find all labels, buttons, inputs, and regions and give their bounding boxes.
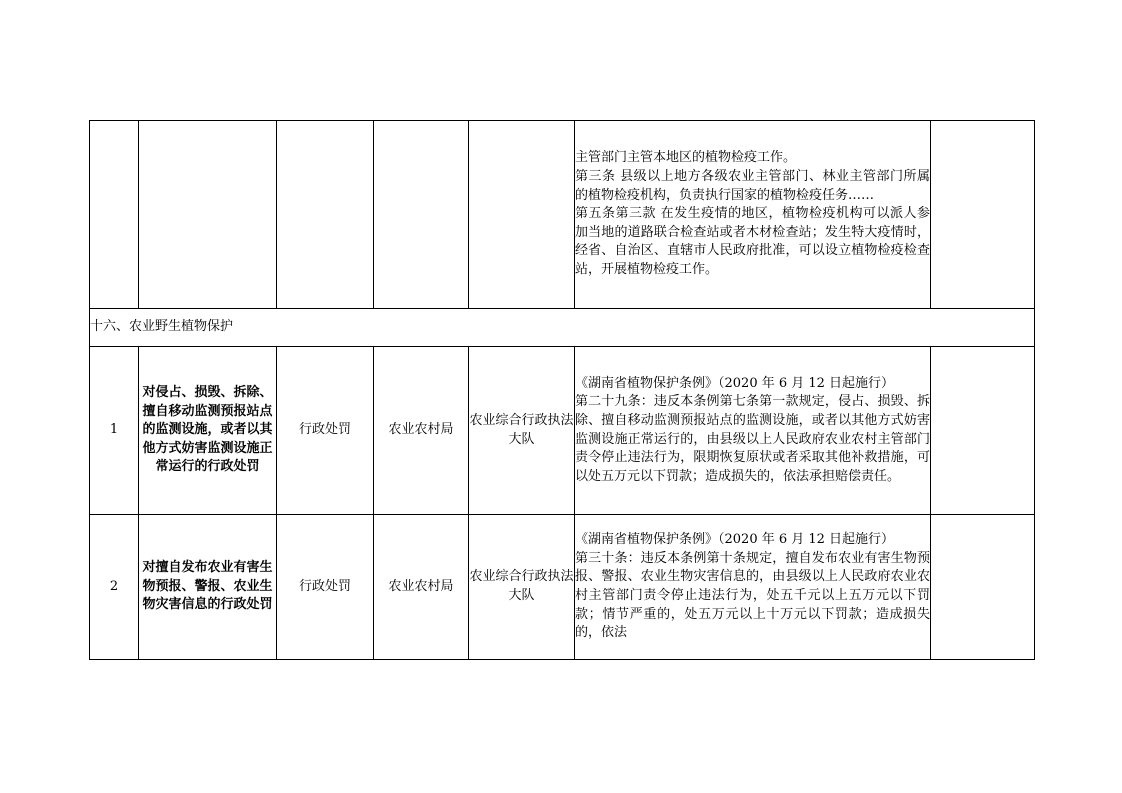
section-title: 十六、农业野生植物保护 — [90, 309, 1035, 347]
row-number: 1 — [90, 347, 139, 515]
item-enforcement-unit: 农业综合行政执法大队 — [469, 515, 575, 660]
basis-text: 第五条第三款 在发生疫情的地区，植物检疫机构可以派人参加当地的道路联合检查站或者木材检查站；发生特大疫情时，经省、自治区、直辖市人民政府批准，可以设立植物检疫检查站，开展植物检疫工作。 — [575, 206, 930, 277]
item-type: 行政处罚 — [277, 347, 374, 515]
item-department: 农业农村局 — [374, 515, 469, 660]
cell-dept — [374, 121, 469, 309]
cell-basis — [575, 347, 931, 515]
cell-basis — [575, 515, 931, 660]
cell-remark — [931, 121, 1035, 309]
item-department: 农业农村局 — [374, 347, 469, 515]
basis-text: 《湖南省植物保护条例》（2020 年 6 月 12 日起施行） — [575, 532, 895, 548]
item-name: 对侵占、损毁、拆除、擅自移动监测预报站点的监测设施，或者以其他方式妨害监测设施正常运行的行政处罚 — [139, 347, 277, 515]
cell-remark — [931, 347, 1035, 515]
cell-num — [90, 121, 139, 309]
basis-text: 第三十条：违反本条例第十条规定，擅自发布农业有害生物预报、警报、农业生物灾害信息的，由县级以上人民政府农业农村主管部门责令停止违法行为，处五千元以上五万元以下罚款；情节严重的，处五万元以上十万元以下罚款；造成损失的，依法 — [575, 550, 930, 641]
cell-remark — [931, 515, 1035, 660]
cell-type — [277, 121, 374, 309]
item-type: 行政处罚 — [277, 515, 374, 660]
cell-basis — [575, 121, 931, 309]
section-row — [90, 309, 1035, 347]
item-name: 对擅自发布农业有害生物预报、警报、农业生物灾害信息的行政处罚 — [139, 515, 277, 660]
regulation-table — [89, 120, 1035, 660]
basis-text: 主管部门主管本地区的植物检疫工作。 — [575, 150, 797, 166]
cell-name — [139, 121, 277, 309]
cell-unit — [469, 121, 575, 309]
basis-text: 第三条 县级以上地方各级农业主管部门、林业主管部门所属的植物检疫机构，负责执行国家的植物检疫任务…… — [575, 169, 930, 203]
row-number: 2 — [90, 515, 139, 660]
basis-text: 《湖南省植物保护条例》（2020 年 6 月 12 日起施行） — [575, 375, 895, 391]
continuation-row — [90, 121, 1035, 309]
item-enforcement-unit: 农业综合行政执法大队 — [469, 347, 575, 515]
basis-text: 第二十九条：违反本条例第七条第一款规定，侵占、损毁、拆除、擅自移动监测预报站点的监测设施，或者以其他方式妨害监测设施正常运行的，由县级以上人民政府农业农村主管部门责令停止违法行为，限期恢复原状或者采取其他补救措施，可以处五万元以下罚款；造成损失的，依法承担赔偿责任。 — [575, 394, 930, 484]
table-row — [90, 515, 1035, 660]
table-row — [90, 347, 1035, 515]
